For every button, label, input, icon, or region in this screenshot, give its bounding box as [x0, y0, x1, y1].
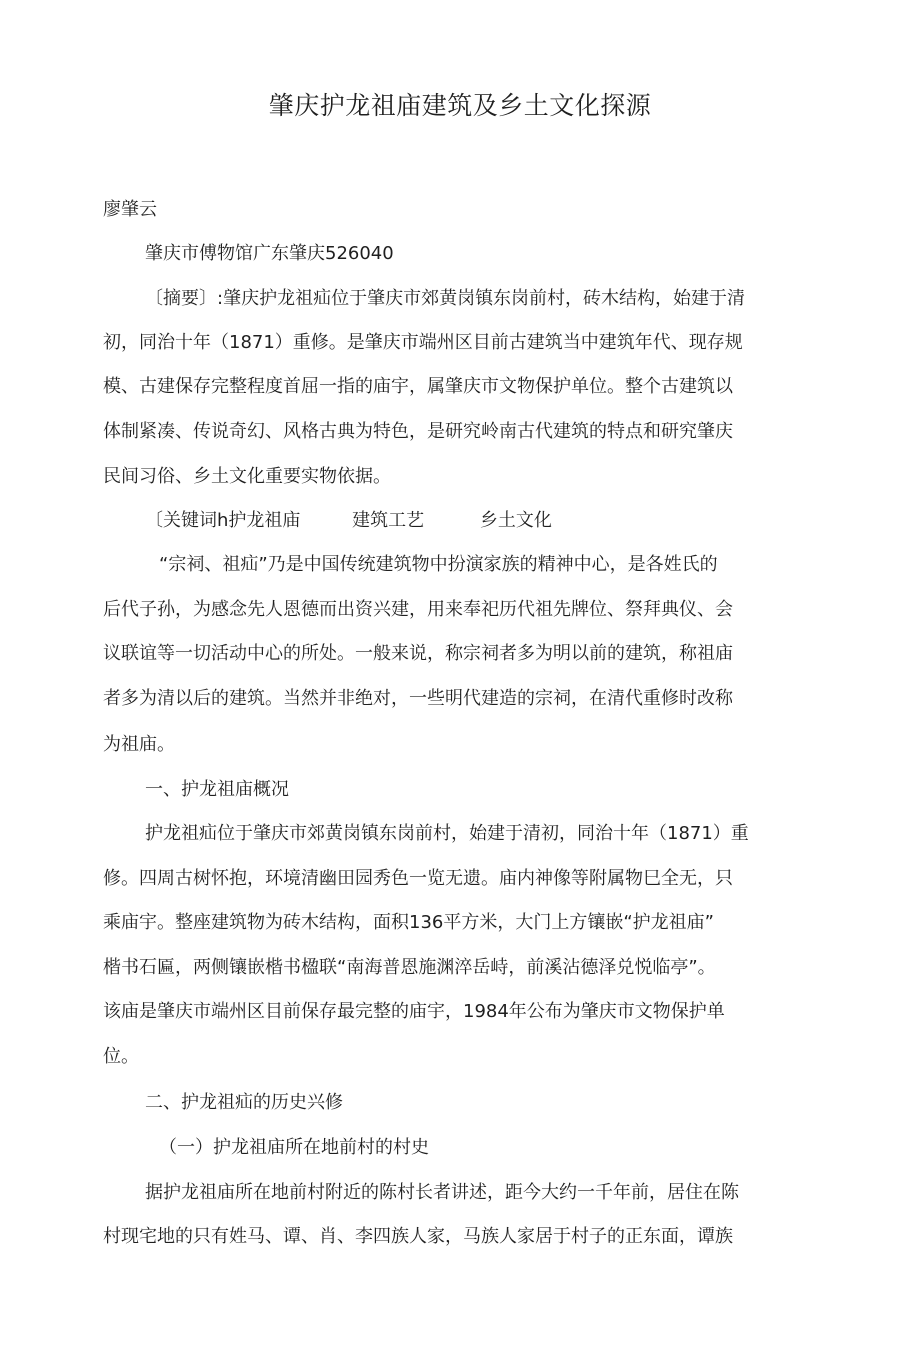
body-line: 村现宅地的只有姓马、谭、肖、李四族人家，马族人家居于村子的正东面，谭族	[103, 1226, 733, 1247]
section-heading: 二、护龙祖疝的历史兴修	[145, 1092, 343, 1113]
intro-line: 者多为清以后的建筑。当然并非绝对，一些明代建造的宗祠，在清代重修时改称	[103, 688, 733, 709]
body-line: 据护龙祖庙所在地前村附近的陈村长者讲述，距今大约一千年前，居住在陈	[145, 1182, 739, 1203]
intro-line: “宗祠、祖疝”乃是中国传统建筑物中扮演家族的精神中心，是各姓氏的	[159, 554, 718, 575]
abstract-line: 初，同治十年（1871）重修。是肇庆市端州区目前古建筑当中建筑年代、现存规	[103, 332, 743, 353]
intro-line: 为祖庙。	[103, 734, 175, 755]
body-line: 该庙是肇庆市端州区目前保存最完整的庙宇，1984年公布为肇庆市文物保护单	[103, 1001, 725, 1022]
abstract-line: 〔摘要〕:肇庆护龙祖疝位于肇庆市郊黄岗镇东岗前村，砖木结构，始建于清	[145, 288, 746, 309]
abstract-line: 模、古建保存完整程度首屈一指的庙宇，属肇庆市文物保护单位。整个古建筑以	[103, 376, 733, 397]
keywords-line	[145, 509, 865, 533]
body-line: 楷书石匾，两侧镶嵌楷书楹联“南海普恩施渊淬岳峙，前溪沾德泽兑悦临亭”。	[103, 957, 716, 978]
body-line: 护龙祖疝位于肇庆市郊黄岗镇东岗前村，始建于清初，同治十年（1871）重	[145, 823, 749, 844]
intro-line: 后代子孙，为感念先人恩德而出资兴建，用来奉祀历代祖先牌位、祭拜典仪、会	[103, 599, 733, 620]
subsection-heading: （一）护龙祖庙所在地前村的村史	[159, 1137, 429, 1158]
abstract-line: 民间习俗、乡土文化重要实物依据。	[103, 466, 391, 487]
intro-line: 议联谊等一切活动中心的所处。一般来说，称宗祠者多为明以前的建筑，称祖庙	[103, 643, 733, 664]
body-line: 修。四周古树怀抱，环境清幽田园秀色一览无遗。庙内神像等附属物巳全无，只	[103, 868, 733, 889]
keywords-label: 〔关键词h护龙祖庙	[145, 510, 301, 531]
body-line: 乘庙宇。整座建筑物为砖木结构，面积136平方米，大门上方镶嵌“护龙祖庙”	[103, 912, 715, 933]
document-title: 肇庆护龙祖庙建筑及乡土文化探源	[268, 91, 652, 120]
body-line: 位。	[103, 1046, 139, 1067]
abstract-line: 体制紧凑、传说奇幻、风格古典为特色，是研究岭南古代建筑的特点和研究肇庆	[103, 421, 733, 442]
section-heading: 一、护龙祖庙概况	[145, 779, 289, 800]
author-affiliation: 肇庆市傅物馆广东肇庆526040	[145, 243, 394, 264]
keyword-term: 建筑工艺	[352, 510, 425, 531]
keyword-term: 乡土文化	[479, 510, 552, 531]
author-name: 廖肇云	[103, 199, 157, 220]
